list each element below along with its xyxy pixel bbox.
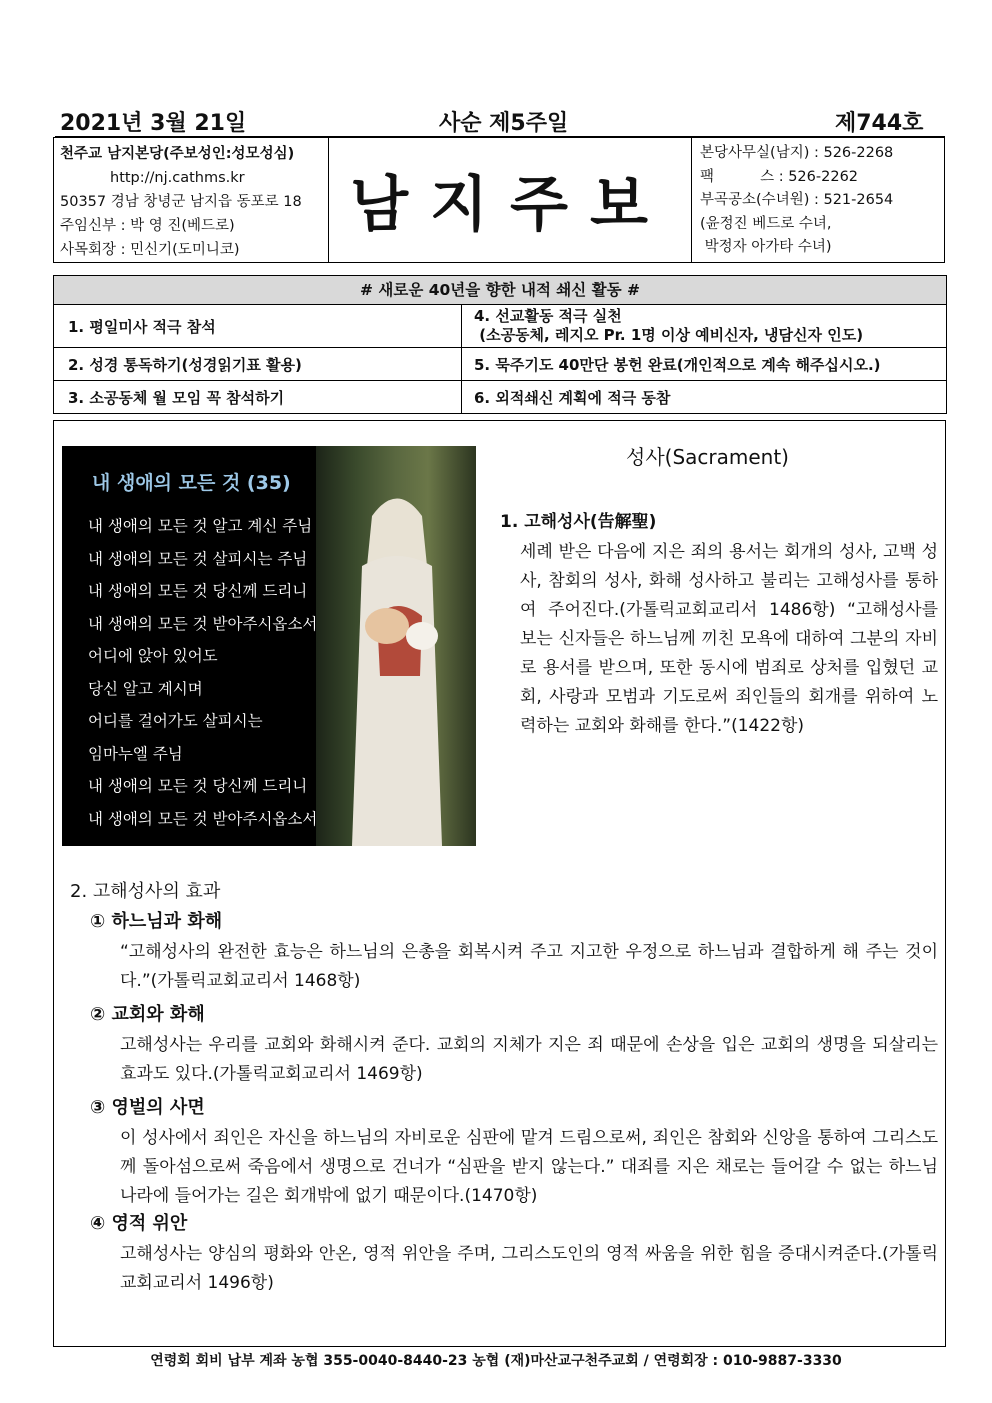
effect-3-body: 이 성사에서 죄인은 자신을 하느님의 자비로운 심판에 맡겨 드림으로써, 죄인은 참회와 신앙을 통하여 그리스도께 돌아섬으로써 죽음에서 생명으로 건너가 “심판을 받지 않는다.” 대죄를 지은 채로는 들어갈 수 없는 하느님 나라에 들어가는 길은 회개밖에 없기 때문이다.(1470항) [120,1128,938,1206]
effect-2-heading: ② 교회와 화해 [90,1004,205,1025]
table-row [54,348,946,381]
renewal-item-6: 6. 외적쇄신 계획에 적극 동참 [474,388,671,407]
hymn-line: 내 생애의 모든 것 살피시는 주님 [88,549,308,568]
office-phone: 본당사무실(남지) : 526-2268 [700,145,894,161]
renewal-item-4-text: 4. 선교활동 적극 실천 [474,307,622,325]
bulletin-title [329,138,691,262]
section-1-heading: 1. 고해성사(告解聖) [500,512,657,532]
effect-2-body: 고해성사는 우리를 교회와 화해시켜 준다. 교회의 지체가 지은 죄 때문에 손상을 입은 교회의 생명을 되살리는 효과도 있다.(가톨릭교회교리서 1469항) [120,1035,938,1084]
hymn-line: 내 생애의 모든 것 받아주시옵소서 [88,614,318,633]
renewal-item-3: 3. 소공동체 월 모임 꼭 참석하기 [54,381,462,413]
renewal-item-5: 5. 묵주기도 40만단 봉헌 완료(개인적으로 계속 해주십시오.) [474,355,881,374]
issue-header [55,104,945,138]
liturgical-week: 사순 제5주일 [439,111,569,136]
sisters-1: (윤정진 베드로 수녀, [700,215,832,232]
table-row [54,381,946,413]
section-2-heading: 2. 고해성사의 효과 [70,881,221,902]
hymn-line: 내 생애의 모든 것 받아주시옵소서 [88,809,318,828]
hymn-line: 내 생애의 모든 것 당신께 드리니 [88,777,308,795]
hymn-line: 내 생애의 모든 것 당신께 드리니 [88,582,308,600]
hymn-line: 어디를 걸어가도 살피시는 [88,712,263,730]
effect-1-body: “고해성사의 완전한 효능은 하느님의 은총을 회복시켜 주고 지고한 우정으로 하느님과 결합하게 해 주는 것이다.”(가톨릭교회교리서 1468항) [120,942,938,991]
masthead [53,137,945,263]
bulletin-title-text: 남지주보 [350,170,670,240]
renewal-title: # 새로운 40년을 향한 내적 쇄신 활동 # [54,276,946,305]
renewal-item-2: 2. 성경 통독하기(성경읽기표 활용) [54,348,462,380]
pastor: 주임신부 : 박 영 진(베드로) [60,218,235,234]
renewal-item-4-detail: (소공동체, 레지오 Pr. 1명 이상 예비신자, 냉담신자 인도) [474,326,864,344]
madonna-figure-icon [342,476,452,846]
effect-4-body: 고해성사는 양심의 평화와 안온, 영적 위안을 주며, 그리스도인의 영적 싸움을 위한 힘을 증대시켜준다.(가톨릭교회교리서 1496항) [120,1244,938,1293]
parish-address: 50357 경남 창녕군 남지읍 동포로 18 [60,194,302,210]
mission-phone: 부곡공소(수녀원) : 521-2654 [700,192,894,208]
hymn-image [62,446,476,846]
sisters-2: 박정자 아가타 수녀) [700,239,832,255]
table-row [54,305,946,348]
effect-1-heading: ① 하느님과 화해 [90,911,223,932]
renewal-table [53,275,947,414]
parish-name: 천주교 남지본당(주보성인:성모성심) [60,146,295,162]
section-1-body: 세례 받은 다음에 지은 죄의 용서는 회개의 성사, 고백 성사, 참회의 성사, 화해 성사하고 불리는 고해성사를 통하여 주어진다.(가톨릭교회교리서 1486항) “고해성사를 보는 신자들은 하느님께 끼친 모욕에 대하여 그분의 자비로 용서를 받으며, 또한 동시에 범죄로 상처를 입혔던 교회, 사랑과 모범과 기도로써 죄인들의 회개를 위하여 노력하는 교회와 화해를 한다.”(1422항) [520,542,938,736]
renewal-item-1: 1. 평일미사 적극 참석 [54,305,462,347]
parish-info [54,138,329,262]
hymn-lyrics [88,510,317,835]
hymn-line: 내 생애의 모든 것 알고 계신 주님 [88,517,313,535]
hymn-line: 어디에 앉아 있어도 [88,647,218,665]
effect-4-heading: ④ 영적 위안 [90,1213,188,1234]
effect-3-heading: ③ 영벌의 사면 [90,1097,205,1118]
contact-info [691,138,944,262]
renewal-item-4 [462,305,946,347]
issue-number: 제744호 [835,111,924,136]
fax: 팩 스 : 526-2262 [700,168,859,185]
hymn-line: 임마누엘 주님 [88,744,183,763]
council-president: 사목회장 : 민신기(도미니코) [60,242,240,258]
issue-date: 2021년 3월 21일 [60,111,247,136]
article-title: 성사(Sacrament) [626,445,789,469]
parish-url[interactable]: http://nj.cathms.kr [110,170,245,186]
hymn-title: 내 생애의 모든 것 (35) [92,472,291,494]
footer-account-info: 연령회 회비 납부 계좌 농협 355-0040-8440-23 농협 (재)마산교구천주교회 / 연령회장 : 010-9887-3330 [150,1353,842,1369]
hymn-line: 당신 알고 계시며 [88,679,203,698]
